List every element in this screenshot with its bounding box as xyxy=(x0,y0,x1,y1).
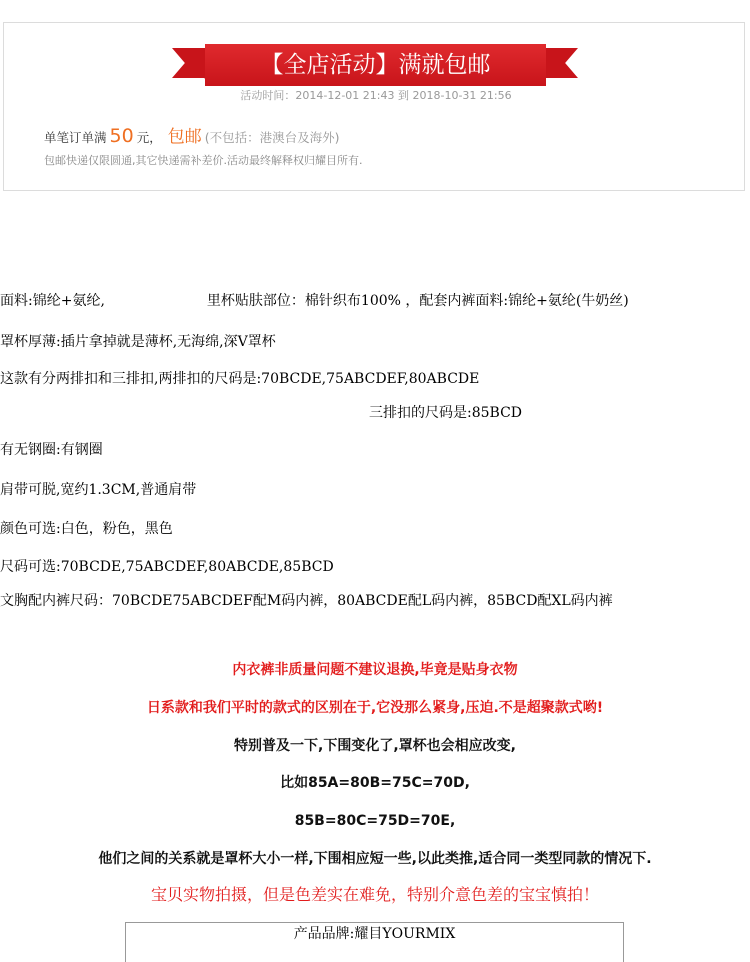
brand-label: 产品品牌:耀目YOURMIX xyxy=(293,926,456,942)
order-amount: 50 xyxy=(109,125,134,147)
notice-japanese-style: 日系款和我们平时的款式的区别在于,它没那么紧身,压迫.不是超聚款式哟! xyxy=(146,700,604,716)
spec-fabric xyxy=(0,291,629,311)
spec-fabric-lining: 里杯贴肤部位：棉针织布100% ，配套内裤面料:锦纶+氨纶(牛奶丝) xyxy=(206,293,629,309)
brand-table xyxy=(125,922,624,962)
spec-colors: 颜色可选:白色，粉色，黑色 xyxy=(0,521,173,537)
notice-color-difference: 宝贝实物拍摄，但是色差实在难免，特别介意色差的宝宝慎拍！ xyxy=(150,885,599,904)
notice-size-relation: 他们之间的关系就是罩杯大小一样,下围相应短一些,以此类推,适合同一类型同款的情况下. xyxy=(98,851,652,867)
shipping-note: 包邮快递仅限圆通,其它快递需补差价.活动最终解释权归耀目所有. xyxy=(44,154,363,167)
order-unit: 元， xyxy=(136,130,162,145)
exclusion-note: (不包括：港澳台及海外) xyxy=(204,130,340,145)
notice-size-explain: 特别普及一下,下围变化了,罩杯也会相应改变, xyxy=(234,738,516,754)
spec-fabric-main: 面料:锦纶+氨纶, xyxy=(0,293,105,309)
activity-time: 活动时间：2014-12-01 21:43 到 2018-10-31 21:56 xyxy=(220,88,532,104)
spec-cup-thickness: 罩杯厚薄:插片拿掉就是薄杯,无海绵,深V罩杯 xyxy=(0,334,276,350)
order-threshold-line xyxy=(44,122,339,147)
spec-three-hook-sizes: 三排扣的尺码是:85BCD xyxy=(369,405,523,421)
spec-straps: 肩带可脱,宽约1.3CM,普通肩带 xyxy=(0,482,197,498)
spec-hook-sizes: 这款有分两排扣和三排扣,两排扣的尺码是:70BCDE,75ABCDEF,80ABCDE xyxy=(0,371,480,387)
promo-title: 【全店活动】满就包邮 xyxy=(260,52,491,78)
spec-sizes: 尺码可选:70BCDE,75ABCDEF,80ABCDE,85BCD xyxy=(0,559,334,575)
spec-underwire: 有无钢圈:有钢圈 xyxy=(0,442,103,458)
notice-no-returns: 内衣裤非质量问题不建议退换,毕竟是贴身衣物 xyxy=(232,662,518,678)
order-prefix: 单笔订单满 xyxy=(44,130,107,145)
notice-size-example-1: 比如85A=80B=75C=70D, xyxy=(280,775,470,791)
notice-size-example-2: 85B=80C=75D=70E, xyxy=(294,813,456,829)
free-shipping-label: 包邮 xyxy=(167,127,202,147)
spec-matching-briefs: 文胸配内裤尺码：70BCDE75ABCDEF配M码内裤，80ABCDE配L码内裤，85BCD配XL码内裤 xyxy=(0,593,613,609)
